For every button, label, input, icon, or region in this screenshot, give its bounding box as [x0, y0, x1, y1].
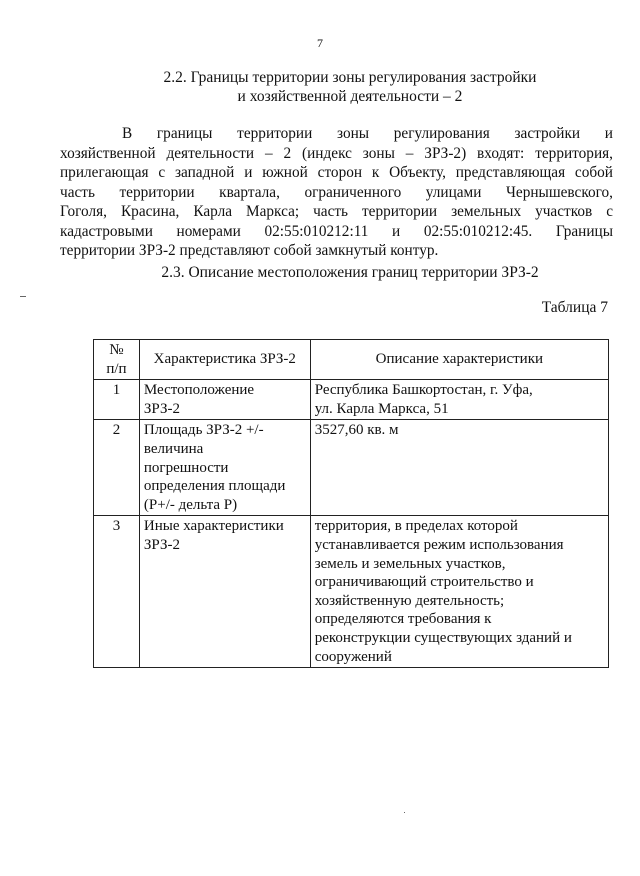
cell-line: Иные характеристики	[143, 518, 284, 535]
header-description: Описание характеристики	[310, 340, 608, 380]
cell-line: реконструкции существующих зданий и	[314, 629, 572, 646]
row-number: 3	[94, 516, 140, 668]
header-number	[94, 340, 140, 380]
row-characteristic	[139, 516, 310, 668]
header-number-line: №	[109, 342, 124, 358]
cell-line: устанавливается режим использования	[314, 536, 564, 553]
paragraph-line: В границы территории зоны регулирования застройки и	[122, 125, 613, 142]
row-description	[310, 516, 608, 668]
cell-line: Площадь ЗРЗ-2 +/-	[143, 422, 264, 439]
header-characteristic: Характеристика ЗРЗ-2	[139, 340, 310, 380]
heading-line: и хозяйственной деятельности – 2	[237, 88, 463, 105]
cell-line: земель и земельных участков,	[314, 555, 506, 572]
scan-speck	[20, 296, 26, 297]
row-characteristic	[139, 420, 310, 516]
cell-line: (P+/- дельта P)	[143, 496, 238, 513]
paragraph-line: территории ЗРЗ-2 представляют собой замкнутый контур.	[60, 242, 439, 259]
cell-line: ЗРЗ-2	[143, 536, 180, 553]
row-description	[310, 420, 608, 516]
section-2-2-paragraph	[60, 124, 613, 261]
characteristics-table	[93, 339, 609, 668]
cell-line: хозяйственную деятельность;	[314, 592, 505, 609]
cell-line: ЗРЗ-2	[143, 400, 180, 417]
cell-line: 3527,60 кв. м	[314, 422, 399, 439]
table-header-row	[94, 340, 609, 380]
paragraph-line: хозяйственной деятельности – 2 (индекс зоны – ЗРЗ-2) входят: территория,	[60, 144, 613, 162]
cell-line: Местоположение	[143, 382, 255, 399]
row-number: 1	[94, 380, 140, 420]
cell-line: величина	[143, 440, 204, 457]
heading-line: 2.2. Границы территории зоны регулирования застройки	[163, 69, 537, 86]
section-2-3-heading: 2.3. Описание местоположения границ территории ЗРЗ-2	[161, 264, 539, 281]
cell-line: территория, в пределах которой	[314, 518, 518, 535]
row-number: 2	[94, 420, 140, 516]
cell-line: Республика Башкортостан, г. Уфа,	[314, 382, 533, 399]
table-caption: Таблица 7	[541, 299, 608, 316]
paragraph-line: часть территории квартала, ограниченного улицами Чернышевского,	[60, 183, 613, 201]
row-description	[310, 380, 608, 420]
cell-line: погрешности	[143, 459, 229, 476]
row-characteristic	[139, 380, 310, 420]
scan-speck	[404, 812, 405, 813]
paragraph-line: Гоголя, Красина, Карла Маркса; часть территории земельных участков с	[60, 203, 613, 220]
table-row	[94, 420, 609, 516]
cell-line: ограничивающий строительство и	[314, 574, 534, 591]
header-number-line: п/п	[106, 360, 127, 377]
cell-line: ул. Карла Маркса, 51	[314, 400, 449, 417]
table-row	[94, 380, 609, 420]
page-number: 7	[317, 36, 323, 50]
paragraph-line: прилегающая с западной и южной сторон к Объекту, представляющая собой	[60, 164, 613, 181]
cell-line: определяются требования к	[314, 611, 492, 628]
section-2-2-heading	[60, 68, 640, 106]
cell-line: сооружений	[314, 648, 392, 665]
table-row	[94, 516, 609, 668]
paragraph-line: кадастровыми номерами 02:55:010212:11 и 02:55:010212:45. Границы	[60, 222, 613, 240]
cell-line: определения площади	[143, 478, 286, 495]
